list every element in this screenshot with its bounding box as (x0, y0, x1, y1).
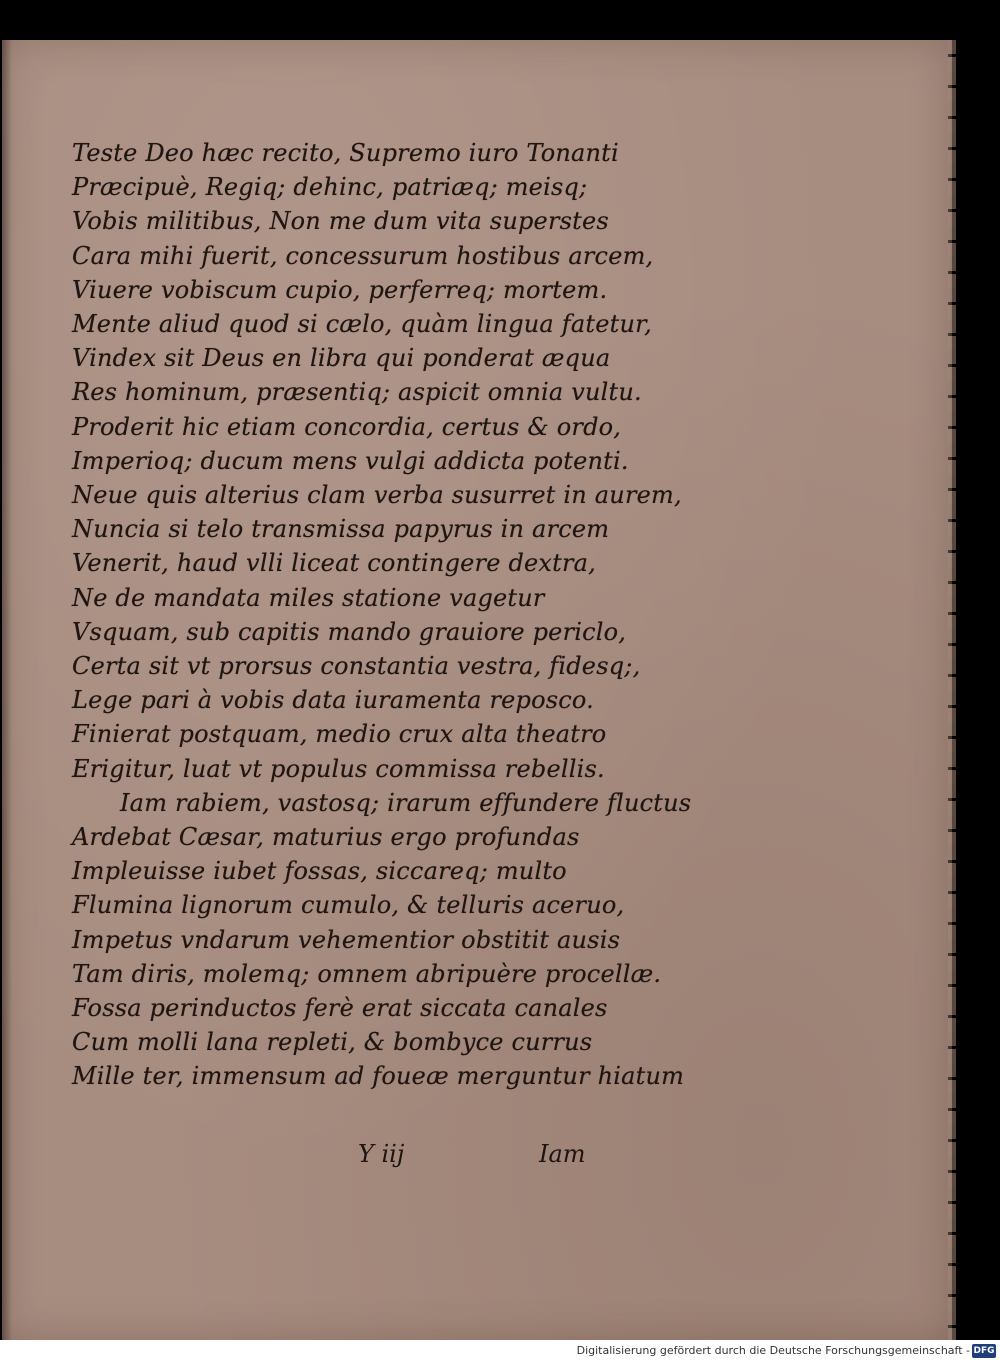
verse-line: Cara mihi fuerit, concessurum hostibus arcem, (72, 241, 654, 270)
verse-line: Tam diris, molemq; omnem abripuère procellæ. (72, 959, 662, 988)
verse-line: Mille ter, immensum ad foueæ merguntur hiatum (72, 1062, 685, 1091)
verse-line: Erigitur, luat vt populus commissa rebellis. (72, 754, 605, 783)
verse-line: Lege pari à vobis data iuramenta reposco. (72, 686, 594, 715)
verse-line: Imperioq; ducum mens vulgi addicta potenti. (72, 446, 629, 475)
verse-line: Flumina lignorum cumulo, & telluris aceruo, (72, 891, 625, 920)
catchword: Iam (539, 1140, 586, 1168)
verse-line: Viuere vobiscum cupio, perferreq; mortem. (72, 275, 608, 304)
verse-line: Vobis militibus, Non me dum vita superstes (72, 207, 609, 236)
verse-line: Impetus vndarum vehementior obstitit ausis (72, 925, 621, 954)
funding-credit: Digitalisierung gefördert durch die Deutsche Forschungsgemeinschaft - (576, 1344, 970, 1357)
verse-line: Teste Deo hæc recito, Supremo iuro Tonanti (72, 139, 619, 167)
verse-line: Mente aliud quod si cælo, quàm lingua fatetur, (72, 310, 652, 339)
verse-line: Res hominum, præsentiq; aspicit omnia vultu. (72, 378, 642, 407)
verse-line: Vindex sit Deus en libra qui ponderat æqua (72, 344, 611, 373)
verse-line: Fossa perinductos ferè erat siccata canales (72, 994, 608, 1023)
verse-line: Ardebat Cæsar, maturius ergo profundas (72, 823, 580, 852)
verse-line: Ne de mandata miles statione vagetur (72, 583, 545, 612)
verse-line: Neue quis alterius clam verba susurret in aurem, (72, 481, 682, 510)
verse-line: Certa sit vt prorsus constantia vestra, fidesq;, (72, 652, 641, 681)
digitization-footer (0, 1340, 1000, 1360)
verse-line-indented: Iam rabiem, vastosq; irarum effundere fluctus (120, 788, 692, 817)
verse-text (72, 136, 692, 1094)
verse-line: Cum molli lana repleti, & bombyce currus (72, 1028, 593, 1057)
verse-line: Proderit hic etiam concordia, certus & ordo, (72, 412, 622, 441)
verse-line: Impleuisse iubet fossas, siccareq; multo (72, 857, 567, 886)
verse-line: Finierat postquam, medio crux alta theatro (72, 720, 607, 749)
verse-line: Venerit, haud vlli liceat contingere dextra, (72, 549, 597, 578)
book-page (2, 40, 952, 1340)
page-foot (2, 1140, 950, 1176)
verse-line: Præcipuè, Regiq; dehinc, patriæq; meisq; (72, 173, 588, 202)
verse-line: Vsquam, sub capitis mando grauiore periclo, (72, 617, 627, 646)
verse-line: Nuncia si telo transmissa papyrus in arcem (72, 515, 610, 544)
dfg-logo-icon: DFG (973, 1346, 995, 1356)
signature-mark: Y iij (358, 1140, 405, 1168)
